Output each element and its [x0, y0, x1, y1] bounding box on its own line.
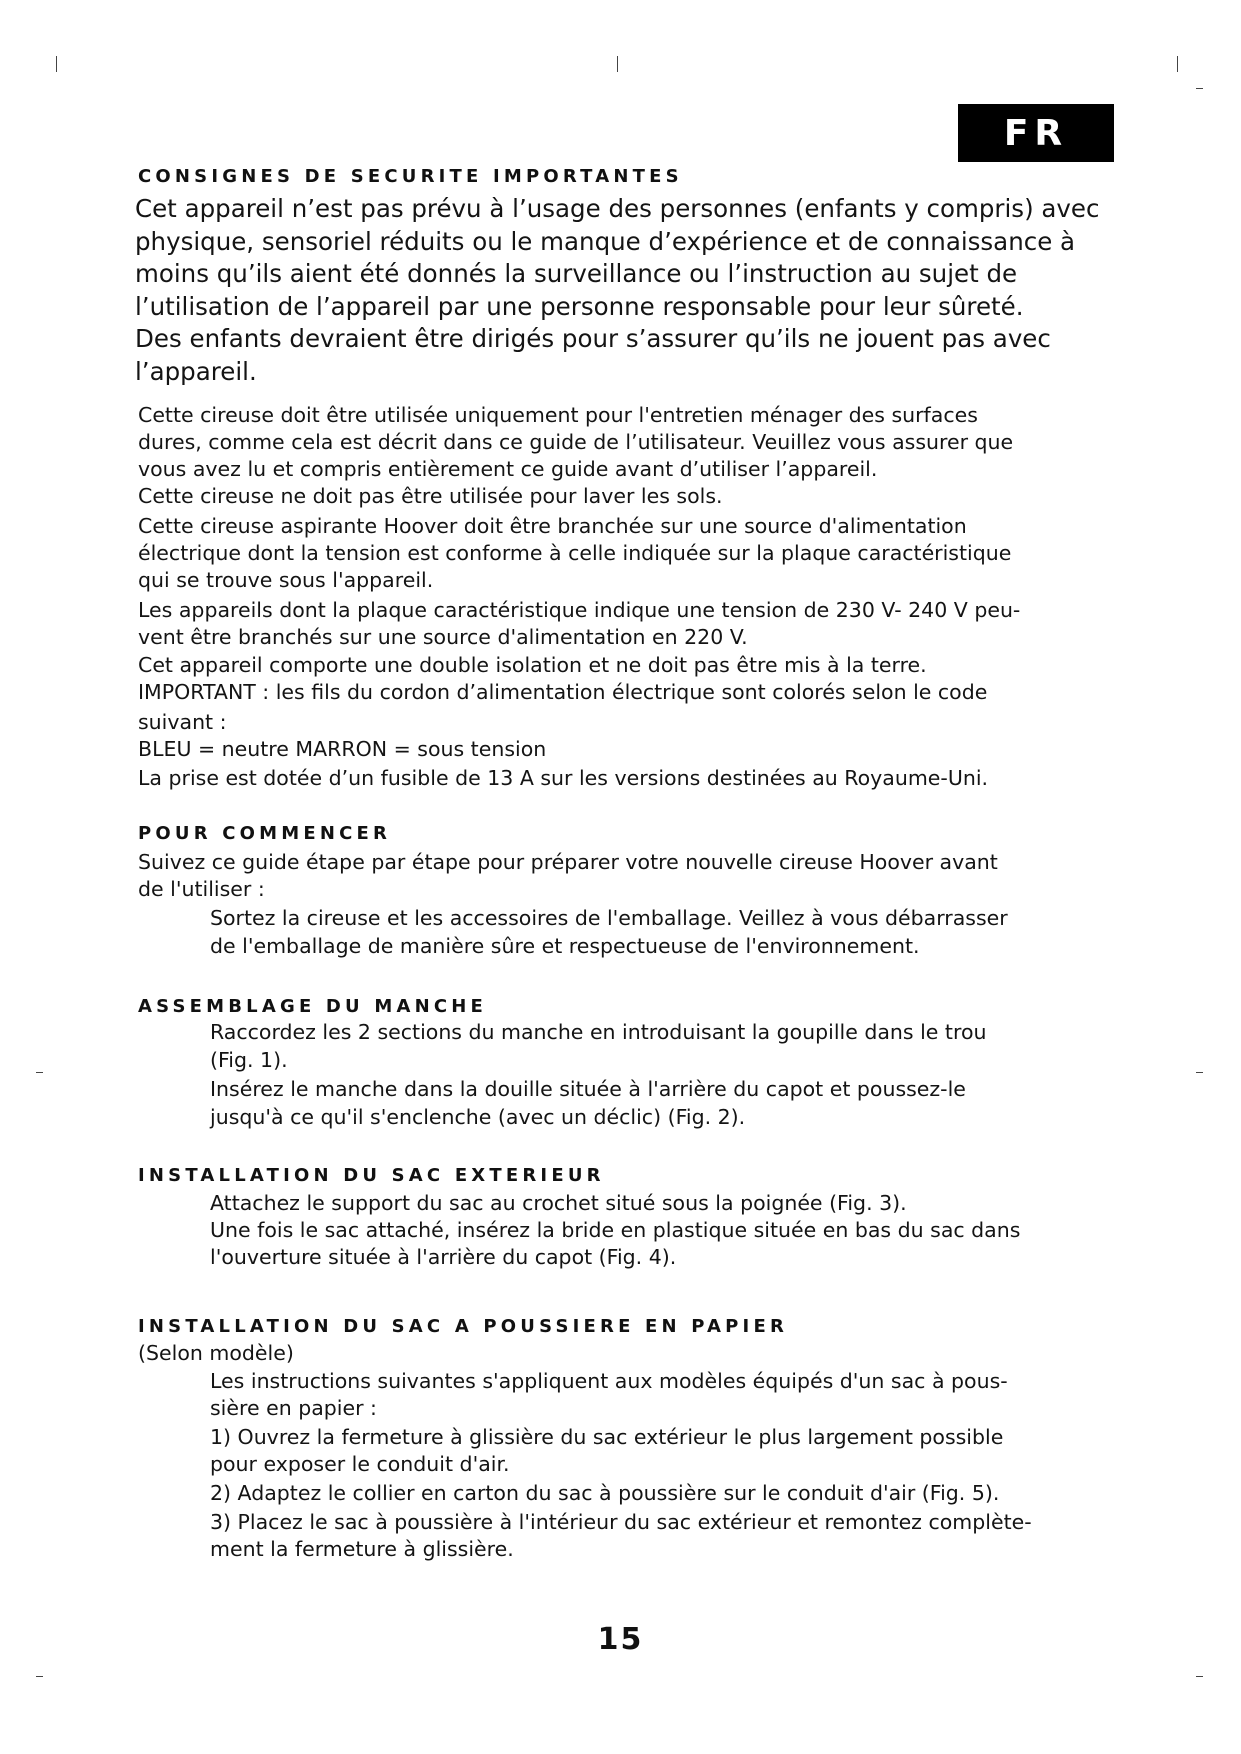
safety-body-line: Cette cireuse doit être utilisée uniquement pour l'entretien ménager des surfaces	[138, 403, 978, 427]
safety-body-line: qui se trouve sous l'appareil.	[138, 568, 434, 592]
start-indented-line: Sortez la cireuse et les accessoires de l'emballage. Veillez à vous débarrasser	[210, 906, 1008, 930]
paper-bag-indented-line: 1) Ouvrez la fermeture à glissière du sac extérieur le plus largement possible	[210, 1425, 1004, 1449]
safety-body-line: BLEU = neutre MARRON = sous tension	[138, 737, 547, 761]
safety-body-line: Les appareils dont la plaque caractéristique indique une tension de 230 V- 240 V peu-	[138, 598, 1021, 622]
safety-body-line: électrique dont la tension est conforme à celle indiquée sur la plaque caractéristique	[138, 541, 1012, 565]
crop-mark	[56, 56, 57, 72]
paper-bag-indented-line: 3) Placez le sac à poussière à l'intérieur du sac extérieur et remontez complète-	[210, 1510, 1032, 1534]
safety-intro-line: Cet appareil n’est pas prévu à l’usage des personnes (enfants y compris) avec	[135, 194, 1100, 223]
safety-intro-line: moins qu’ils aient été donnés la surveillance ou l’instruction au sujet de	[135, 259, 1018, 288]
start-body-line: de l'utiliser :	[138, 877, 265, 901]
safety-intro-line: Des enfants devraient être dirigés pour s’assurer qu’ils ne jouent pas avec	[135, 324, 1051, 353]
crop-mark	[36, 1676, 43, 1677]
handle-indented-line: jusqu'à ce qu'il s'enclenche (avec un déclic) (Fig. 2).	[210, 1105, 746, 1129]
safety-body-line: suivant :	[138, 710, 227, 734]
crop-mark	[36, 1072, 43, 1073]
section-heading-outer-bag: INSTALLATION DU SAC EXTERIEUR	[138, 1165, 605, 1186]
safety-body-line: Cette cireuse aspirante Hoover doit être branchée sur une source d'alimentation	[138, 514, 967, 538]
safety-body-line: La prise est dotée d’un fusible de 13 A sur les versions destinées au Royaume-Uni.	[138, 766, 989, 790]
section-heading-safety: CONSIGNES DE SECURITE IMPORTANTES	[138, 166, 683, 187]
safety-intro-line: physique, sensoriel réduits ou le manque d’expérience et de connaissance à	[135, 226, 1076, 256]
crop-mark	[1177, 56, 1178, 72]
paper-bag-indented-line: sière en papier :	[210, 1396, 377, 1420]
safety-body-line: IMPORTANT : les fils du cordon d’alimentation électrique sont colorés selon le code	[138, 680, 988, 704]
paper-bag-indented-line: pour exposer le conduit d'air.	[210, 1452, 510, 1476]
safety-body-line: vous avez lu et compris entièrement ce guide avant d’utiliser l’appareil.	[138, 457, 878, 481]
section-heading-handle: ASSEMBLAGE DU MANCHE	[138, 996, 488, 1017]
outer-bag-indented-line: Attachez le support du sac au crochet situé sous la poignée (Fig. 3).	[210, 1191, 907, 1215]
start-body-line: Suivez ce guide étape par étape pour préparer votre nouvelle cireuse Hoover avant	[138, 850, 998, 874]
safety-body-line: Cette cireuse ne doit pas être utilisée pour laver les sols.	[138, 484, 723, 508]
crop-mark	[1196, 88, 1203, 89]
handle-indented-line: Insérez le manche dans la douille située à l'arrière du capot et poussez-le	[210, 1077, 966, 1101]
safety-body-line: Cet appareil comporte une double isolation et ne doit pas être mis à la terre.	[138, 653, 927, 677]
paper-bag-indented-line: Les instructions suivantes s'appliquent aux modèles équipés d'un sac à pous-	[210, 1369, 1008, 1393]
handle-indented-line: Raccordez les 2 sections du manche en introduisant la goupille dans le trou	[210, 1020, 987, 1044]
page-number: 15	[597, 1622, 644, 1657]
language-badge: FR	[958, 104, 1114, 162]
crop-mark	[1196, 1676, 1203, 1677]
outer-bag-indented-line: Une fois le sac attaché, insérez la bride en plastique située en bas du sac dans	[210, 1218, 1021, 1242]
safety-body-line: vent être branchés sur une source d'alimentation en 220 V.	[138, 625, 748, 649]
section-heading-start: POUR COMMENCER	[138, 823, 392, 844]
crop-mark	[617, 56, 618, 72]
paper-bag-body-line: (Selon modèle)	[138, 1341, 294, 1365]
crop-mark	[1196, 1072, 1203, 1073]
safety-intro-line: l’utilisation de l’appareil par une personne responsable pour leur sûreté.	[135, 291, 1024, 321]
safety-body-line: dures, comme cela est décrit dans ce guide de l’utilisateur. Veuillez vous assurer que	[138, 430, 1014, 454]
handle-indented-line: (Fig. 1).	[210, 1048, 288, 1072]
outer-bag-indented-line: l'ouverture située à l'arrière du capot (Fig. 4).	[210, 1245, 677, 1269]
start-indented-line: de l'emballage de manière sûre et respectueuse de l'environnement.	[210, 934, 920, 958]
safety-intro-line: l’appareil.	[135, 356, 257, 386]
paper-bag-indented-line: 2) Adaptez le collier en carton du sac à poussière sur le conduit d'air (Fig. 5).	[210, 1481, 1000, 1505]
paper-bag-indented-line: ment la fermeture à glissière.	[210, 1537, 514, 1561]
section-heading-paper-bag: INSTALLATION DU SAC A POUSSIERE EN PAPIER	[138, 1316, 788, 1337]
